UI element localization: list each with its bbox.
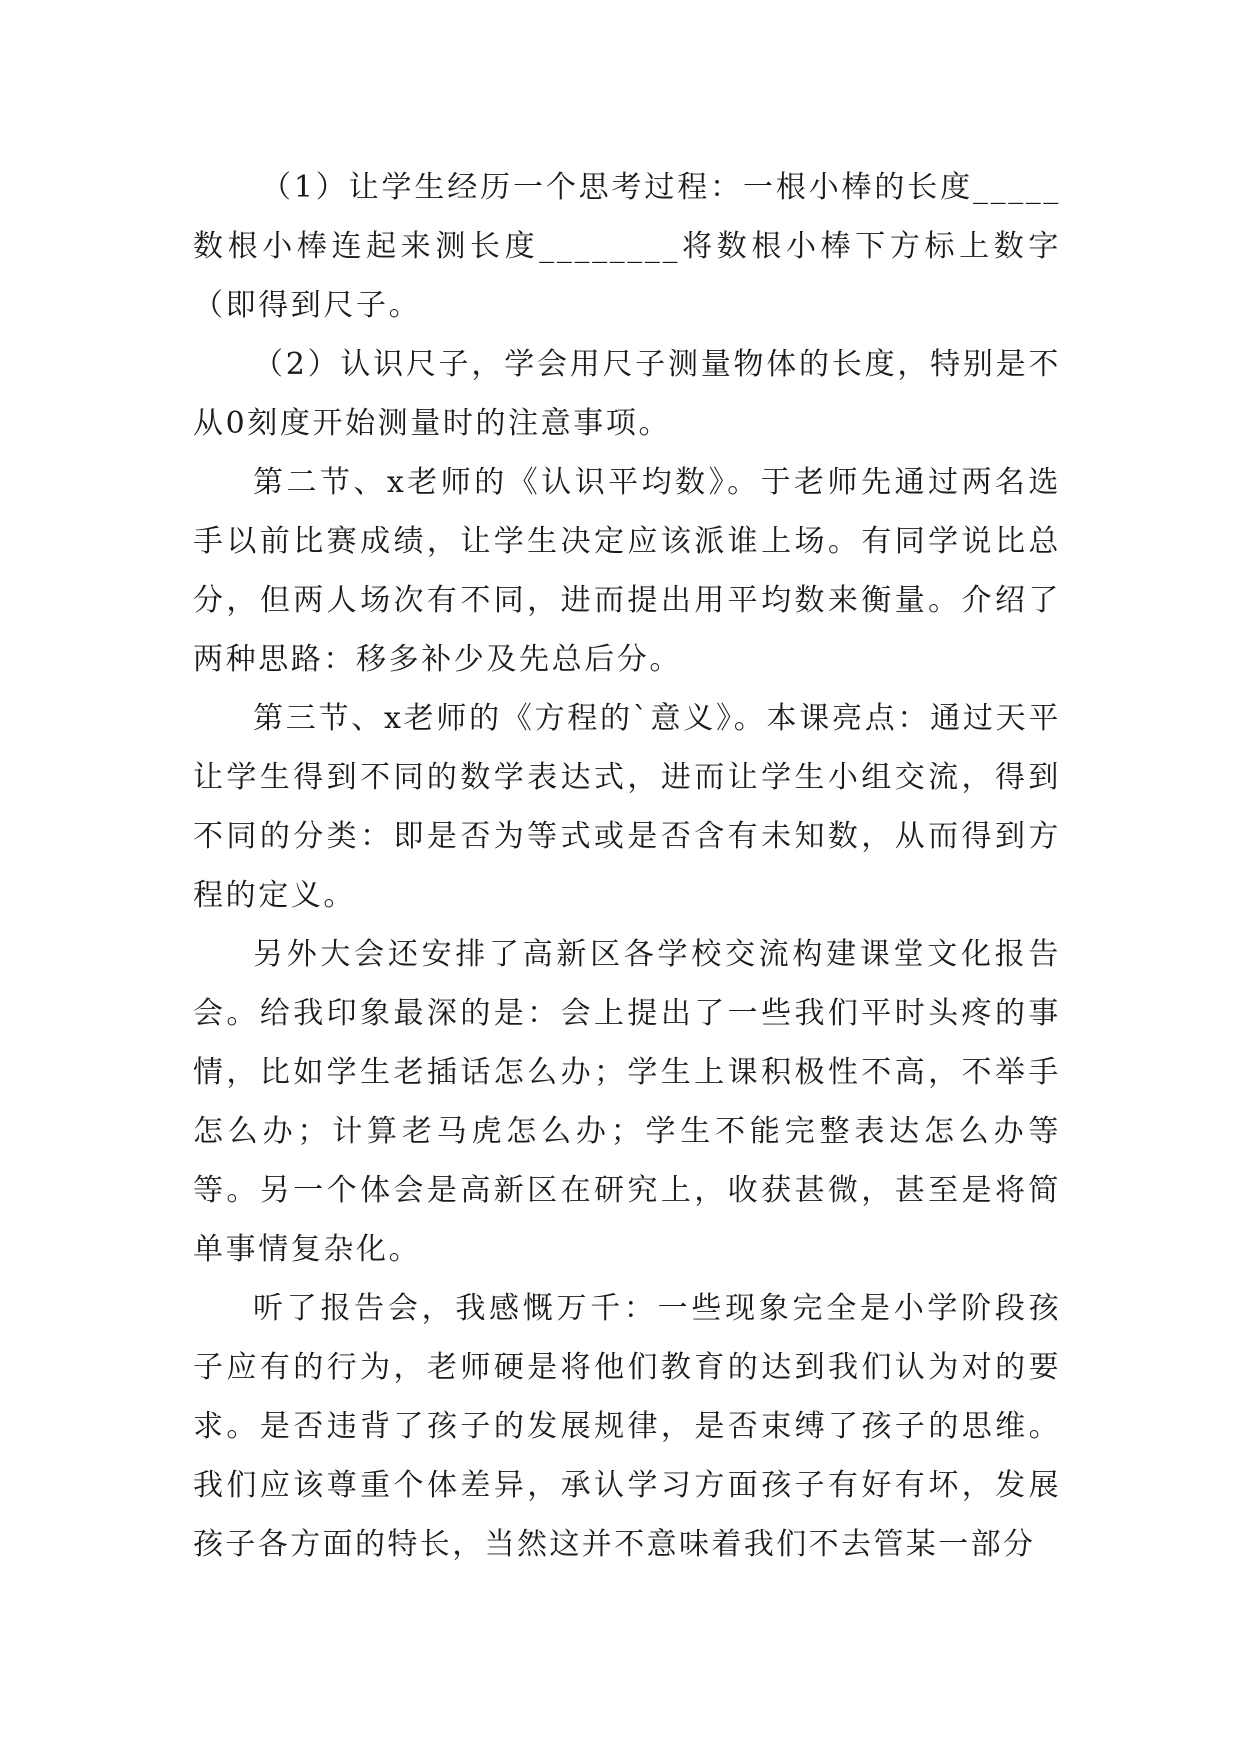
paragraph-lesson-2: 第二节、x老师的《认识平均数》。于老师先通过两名选手以前比赛成绩，让学生决定应该派谁上场。有同学说比总分，但两人场次有不同，进而提出用平均数来衡量。介绍了两种思路：移多补少及先总后分。 (193, 465, 1061, 677)
paragraph-lesson-3: 第三节、x老师的《方程的`意义》。本课亮点：通过天平让学生得到不同的数学表达式，进而让学生小组交流，得到不同的分类：即是否为等式或是否含有未知数，从而得到方程的定义。 (193, 701, 1061, 913)
paragraph-report-meeting: 另外大会还安排了高新区各学校交流构建课堂文化报告会。给我印象最深的是：会上提出了一些我们平时头疼的事情，比如学生老插话怎么办；学生上课积极性不高，不举手怎么办；计算老马虎怎么办；学生不能完整表达怎么办等等。另一个体会是高新区在研究上，收获甚微，甚至是将简单事情复杂化。 (193, 937, 1061, 1267)
document-body (193, 158, 1061, 1574)
paragraph-step-1: （1）让学生经历一个思考过程：一根小棒的长度_____数根小棒连起来测长度________将数根小棒下方标上数字（即得到尺子。 (193, 170, 1061, 323)
paragraph-step-2: （2）认识尺子，学会用尺子测量物体的长度，特别是不从0刻度开始测量时的注意事项。 (193, 347, 1061, 441)
paragraph-reflection: 听了报告会，我感慨万千：一些现象完全是小学阶段孩子应有的行为，老师硬是将他们教育的达到我们认为对的要求。是否违背了孩子的发展规律，是否束缚了孩子的思维。我们应该尊重个体差异，承认学习方面孩子有好有坏，发展孩子各方面的特长，当然这并不意味着我们不去管某一部分 (193, 1291, 1061, 1562)
